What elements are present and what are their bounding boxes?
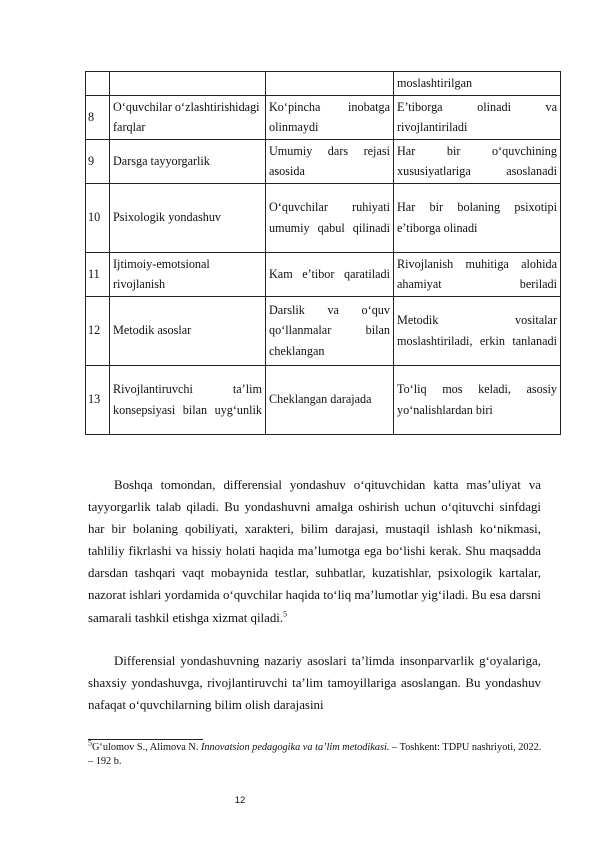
row-number: 11 [86,252,110,296]
table-row [86,72,561,96]
table-row [86,365,561,434]
criterion-cell: Psixologik yondashuv [110,183,266,252]
traditional-cell: Ko‘pincha inobatga olinmaydi [266,95,394,139]
traditional-cell: Cheklangan darajada [266,365,394,434]
criterion-cell: Ijtimoiy-emotsional rivojlanish [110,252,266,296]
footnote-publisher: – Toshkent: TDPU nashriyoti, 2022. – 192 b. [88,742,542,767]
criterion-cell: Metodik asoslar [110,296,266,365]
traditional-cell: Kam e’tibor qaratiladi [266,252,394,296]
criterion-cell: O‘quvchilar o‘zlashtirishidagi farqlar [110,95,266,139]
differential-cell: Har bir bolaning psixotipi e’tiborga olinadi [394,183,561,252]
table-row [86,139,561,183]
differential-cell: Metodik vositalar moslashtiriladi, erkin tanlanadi [394,296,561,365]
footnote-divider [88,739,203,740]
paragraph-text: Boshqa tomondan, differensial yondashuv o‘qituvchidan katta mas’uliyat va tayyorgarlik talab qiladi. Bu yondashuvni amalga oshirish uchun o‘qituvchi sinfdagi har bir bolaning qobiliyati, xarakteri, bilim darajasi, mustaqil ishlash ko‘nikmasi, tahliliy fikrlashi va hissiy holati haqida ma’lumotga ega bo‘lishi kerak. Shu maqsadda darsdan tashqari vaqt mobaynida testlar, suhbatlar, kuzatishlar, psixologik kartalar, nazorat ishlari yordamida o‘quvchilar haqida to‘liq ma’lumotlar yig‘iladi. Bu esa darsni samarali tashkil etishga xizmat qiladi. [88,478,541,625]
traditional-cell: Darslik va o‘quv qo‘llanmalar bilan cheklangan [266,296,394,365]
footnote-marker: 5 [88,738,92,748]
differential-cell: moslashtirilgan [394,72,561,96]
footnote-title: Innovatsion pedagogika va ta’lim metodikasi. [200,742,390,753]
paragraph-text: Differensial yondashuvning nazariy asoslari ta’limda insonparvarlik g‘oyalariga, shaxsiy yondashuvga, rivojlantiruvchi ta’lim tamoyillariga asoslangan. Bu yondashuv nafaqat o‘quvchilarning bilim olish darajasini [88,654,541,713]
criterion-cell: Rivojlantiruvchi ta’lim konsepsiyasi bilan uyg‘unlik [110,365,266,434]
table-row [86,296,561,365]
differential-cell: Rivojlanish muhitiga alohida ahamiyat beriladi [394,252,561,296]
footnote [88,738,543,769]
criterion-cell: Darsga tayyorgarlik [110,139,266,183]
traditional-cell: Umumiy dars rejasi asosida [266,139,394,183]
differential-cell: Har bir o‘quvchining xususiyatlariga asoslanadi [394,139,561,183]
footnote-authors: G‘ulomov S., Alimova N. [92,742,201,753]
row-number: 10 [86,183,110,252]
row-number: 8 [86,95,110,139]
traditional-cell [266,72,394,96]
table-row [86,183,561,252]
footnote-reference: 5 [283,609,288,619]
traditional-cell: O‘quvchilar ruhiyati umumiy qabul qilinadi [266,183,394,252]
criterion-cell [110,72,266,96]
row-number: 12 [86,296,110,365]
body-paragraph [88,650,541,716]
row-number: 13 [86,365,110,434]
table-row [86,252,561,296]
row-number: 9 [86,139,110,183]
body-paragraph [88,474,541,629]
differential-cell: E’tiborga olinadi va rivojlantiriladi [394,95,561,139]
row-number [86,72,110,96]
table-row [86,95,561,139]
page-number: 12 [234,795,246,806]
differential-cell: To‘liq mos keladi, asosiy yo‘nalishlardan biri [394,365,561,434]
comparison-table [85,71,561,435]
